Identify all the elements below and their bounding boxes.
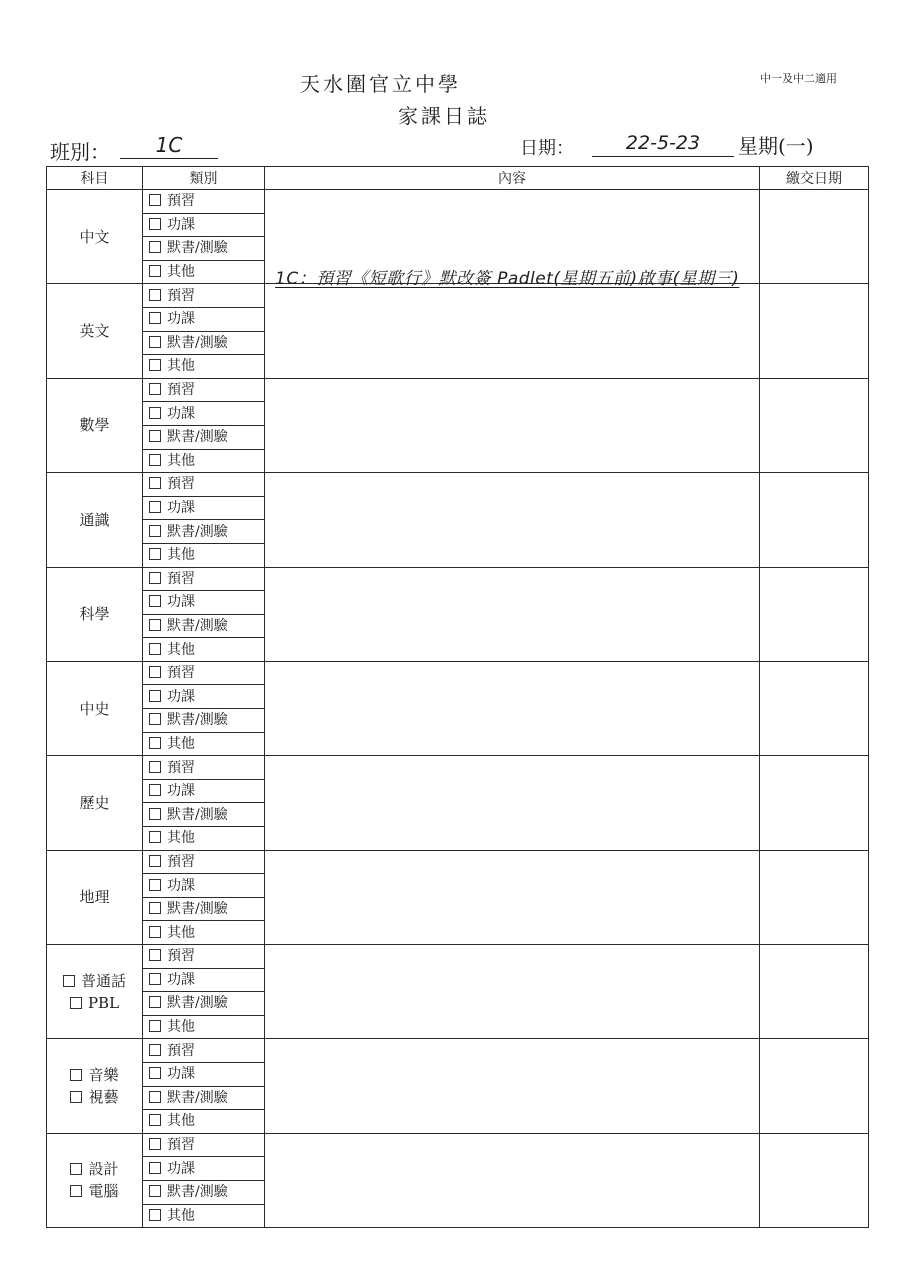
subject-name: 通識 — [79, 510, 110, 529]
category-option[interactable] — [143, 237, 265, 261]
subject-name: 中文 — [79, 227, 110, 246]
checkbox-icon[interactable] — [149, 879, 161, 891]
category-option[interactable] — [143, 1086, 265, 1110]
table-row — [47, 190, 869, 214]
checkbox-icon[interactable] — [149, 784, 161, 796]
category-label: 功課 — [167, 311, 195, 328]
due-date-cell[interactable] — [760, 1133, 869, 1227]
subject-name: 中史 — [79, 699, 110, 718]
category-option[interactable] — [143, 449, 265, 473]
subject-cell — [47, 567, 143, 661]
category-option[interactable] — [143, 543, 265, 567]
checkbox-icon[interactable] — [149, 572, 161, 584]
header-category: 類別 — [143, 167, 265, 190]
category-label: 功課 — [167, 405, 195, 422]
category-option[interactable] — [143, 827, 265, 851]
applicability-note: 中一及中二適用 — [760, 72, 837, 85]
category-option[interactable] — [143, 756, 265, 780]
checkbox-icon[interactable] — [149, 926, 161, 938]
subject-cell — [47, 378, 143, 472]
checkbox-icon[interactable] — [149, 359, 161, 371]
category-option[interactable] — [143, 874, 265, 898]
category-label: 默書/測驗 — [167, 429, 228, 446]
category-label: 其他 — [167, 641, 195, 658]
category-label: 功課 — [167, 216, 195, 233]
content-cell[interactable] — [265, 567, 760, 661]
checkbox-icon[interactable] — [149, 713, 161, 725]
content-cell[interactable] — [265, 473, 760, 567]
table-row — [47, 850, 869, 874]
category-option[interactable] — [143, 1180, 265, 1204]
checkbox-icon[interactable] — [70, 1163, 82, 1175]
checkbox-icon[interactable] — [149, 407, 161, 419]
subject-option-label: 設計 — [88, 1160, 119, 1179]
content-cell[interactable] — [265, 378, 760, 472]
subject-cell — [47, 756, 143, 850]
subject-cell — [47, 1039, 143, 1133]
table-row — [47, 756, 869, 780]
category-option[interactable] — [143, 779, 265, 803]
checkbox-icon[interactable] — [149, 477, 161, 489]
category-label: 功課 — [167, 1066, 195, 1083]
category-option[interactable] — [143, 945, 265, 969]
table-row — [47, 1039, 869, 1063]
content-cell[interactable] — [265, 190, 760, 290]
category-label: 功課 — [167, 783, 195, 800]
category-label: 功課 — [167, 1160, 195, 1177]
checkbox-icon[interactable] — [149, 1067, 161, 1079]
checkbox-icon[interactable] — [70, 1091, 82, 1103]
checkbox-icon[interactable] — [149, 241, 161, 253]
subject-option[interactable] — [47, 1158, 142, 1180]
category-option[interactable] — [143, 1133, 265, 1157]
category-option[interactable] — [143, 496, 265, 520]
content-cell[interactable] — [265, 1133, 760, 1227]
category-option[interactable] — [143, 992, 265, 1016]
checkbox-icon[interactable] — [149, 383, 161, 395]
weekday-label: 星期(一) — [738, 134, 814, 158]
subject-cell — [47, 1133, 143, 1227]
due-date-cell[interactable] — [760, 661, 869, 755]
category-label: 其他 — [167, 924, 195, 941]
checkbox-icon[interactable] — [70, 1185, 82, 1197]
content-cell[interactable] — [265, 661, 760, 755]
category-option[interactable] — [143, 921, 265, 945]
category-option[interactable] — [143, 897, 265, 921]
category-option[interactable] — [143, 661, 265, 685]
checkbox-icon[interactable] — [149, 312, 161, 324]
due-date-cell[interactable] — [760, 284, 869, 378]
category-option[interactable] — [143, 709, 265, 733]
table-row — [47, 473, 869, 497]
category-option[interactable] — [143, 520, 265, 544]
category-label: 其他 — [167, 735, 195, 752]
checkbox-icon[interactable] — [149, 194, 161, 206]
table-row — [47, 284, 869, 308]
checkbox-icon[interactable] — [149, 737, 161, 749]
category-option[interactable] — [143, 1039, 265, 1063]
category-label: 其他 — [167, 1113, 195, 1130]
subject-option-label: 電腦 — [88, 1182, 119, 1201]
category-label: 默書/測驗 — [167, 523, 228, 540]
checkbox-icon[interactable] — [149, 949, 161, 961]
category-option[interactable] — [143, 638, 265, 662]
content-cell[interactable] — [265, 850, 760, 944]
category-option[interactable] — [143, 567, 265, 591]
checkbox-icon[interactable] — [149, 831, 161, 843]
category-option[interactable] — [143, 190, 265, 214]
checkbox-icon[interactable] — [149, 289, 161, 301]
checkbox-icon[interactable] — [149, 1138, 161, 1150]
category-label: 其他 — [167, 830, 195, 847]
table-row — [47, 661, 869, 685]
category-label: 預習 — [167, 1042, 195, 1059]
category-option[interactable] — [143, 614, 265, 638]
date-label: 日期： — [520, 138, 574, 159]
checkbox-icon[interactable] — [149, 690, 161, 702]
date-field[interactable]: 22-5-23 — [592, 130, 734, 157]
subject-option[interactable] — [47, 992, 142, 1014]
header-due-date: 繳交日期 — [760, 167, 869, 190]
subject-option-label: PBL — [87, 993, 120, 1012]
checkbox-icon[interactable] — [149, 1091, 161, 1103]
category-label: 功課 — [167, 877, 195, 894]
subject-option[interactable] — [47, 1180, 142, 1202]
subject-option-label: 普通話 — [80, 971, 126, 990]
checkbox-icon[interactable] — [149, 808, 161, 820]
category-label: 預習 — [167, 382, 195, 399]
category-label: 預習 — [167, 570, 195, 587]
checkbox-icon[interactable] — [149, 855, 161, 867]
checkbox-icon[interactable] — [149, 973, 161, 985]
subject-name: 科學 — [79, 605, 110, 624]
content-cell[interactable] — [265, 1039, 760, 1133]
category-label: 功課 — [167, 971, 195, 988]
category-option[interactable] — [143, 378, 265, 402]
category-label: 預習 — [167, 1137, 195, 1154]
school-name: 天水圍官立中學 — [300, 72, 461, 96]
due-date-cell[interactable] — [760, 945, 869, 1039]
checkbox-icon[interactable] — [149, 1185, 161, 1197]
table-row — [47, 945, 869, 969]
checkbox-icon[interactable] — [149, 902, 161, 914]
subject-cell — [47, 473, 143, 567]
checkbox-icon[interactable] — [149, 336, 161, 348]
checkbox-icon[interactable] — [149, 548, 161, 560]
subject-name: 歷史 — [79, 793, 110, 812]
due-date-cell[interactable] — [760, 190, 869, 284]
checkbox-icon[interactable] — [149, 454, 161, 466]
category-label: 默書/測驗 — [167, 901, 228, 918]
subject-option[interactable] — [47, 970, 142, 992]
checkbox-icon[interactable] — [149, 1044, 161, 1056]
category-label: 其他 — [167, 452, 195, 469]
header-subject: 科目 — [47, 167, 143, 190]
due-date-cell[interactable] — [760, 1039, 869, 1133]
category-option[interactable] — [143, 1204, 265, 1228]
category-label: 其他 — [167, 358, 195, 375]
subject-cell — [47, 284, 143, 378]
category-label: 預習 — [167, 759, 195, 776]
checkbox-icon[interactable] — [149, 1020, 161, 1032]
due-date-cell[interactable] — [760, 473, 869, 567]
category-label: 默書/測驗 — [167, 1184, 228, 1201]
category-label: 默書/測驗 — [167, 806, 228, 823]
subject-cell — [47, 661, 143, 755]
category-label: 默書/測驗 — [167, 1089, 228, 1106]
due-date-cell[interactable] — [760, 378, 869, 472]
checkbox-icon[interactable] — [149, 525, 161, 537]
category-label: 預習 — [167, 853, 195, 870]
category-label: 功課 — [167, 594, 195, 611]
category-label: 默書/測驗 — [167, 617, 228, 634]
subject-cell — [47, 190, 143, 284]
category-option[interactable] — [143, 1110, 265, 1134]
category-option[interactable] — [143, 803, 265, 827]
checkbox-icon[interactable] — [149, 619, 161, 631]
category-label: 功課 — [167, 688, 195, 705]
subject-cell — [47, 945, 143, 1039]
checkbox-icon[interactable] — [149, 218, 161, 230]
checkbox-icon[interactable] — [70, 1069, 82, 1081]
table-body — [47, 190, 869, 1228]
category-label: 預習 — [167, 193, 195, 210]
category-option[interactable] — [143, 473, 265, 497]
category-option[interactable] — [143, 425, 265, 449]
checkbox-icon[interactable] — [149, 761, 161, 773]
category-label: 默書/測驗 — [167, 712, 228, 729]
homework-table — [46, 166, 869, 1228]
category-option[interactable] — [143, 685, 265, 709]
subject-option-label: 視藝 — [88, 1088, 119, 1107]
content-cell[interactable] — [265, 945, 760, 1039]
category-label: 其他 — [167, 1207, 195, 1224]
category-label: 預習 — [167, 665, 195, 682]
table-row — [47, 1133, 869, 1157]
category-label: 預習 — [167, 476, 195, 493]
category-option[interactable] — [143, 307, 265, 331]
category-option[interactable] — [143, 284, 265, 308]
category-option[interactable] — [143, 732, 265, 756]
category-option[interactable] — [143, 1062, 265, 1086]
subject-cell — [47, 850, 143, 944]
category-option[interactable] — [143, 591, 265, 615]
due-date-cell[interactable] — [760, 850, 869, 944]
table-header-row — [47, 167, 869, 190]
category-label: 預習 — [167, 287, 195, 304]
checkbox-icon[interactable] — [149, 1162, 161, 1174]
subject-name: 數學 — [79, 416, 110, 435]
subject-name: 英文 — [79, 322, 110, 341]
entry-text: 1C：預習《短歌行》默改簽 Padlet(星期五前)啟事(星期三) — [275, 269, 740, 290]
category-option[interactable] — [143, 850, 265, 874]
category-label: 其他 — [167, 264, 195, 281]
checkbox-icon[interactable] — [149, 501, 161, 513]
category-option[interactable] — [143, 331, 265, 355]
category-option[interactable] — [143, 355, 265, 379]
category-label: 其他 — [167, 547, 195, 564]
checkbox-icon[interactable] — [149, 643, 161, 655]
category-option[interactable] — [143, 260, 265, 284]
subject-name: 地理 — [79, 888, 110, 907]
category-label: 功課 — [167, 500, 195, 517]
checkbox-icon[interactable] — [63, 975, 75, 987]
category-option[interactable] — [143, 968, 265, 992]
table-row — [47, 567, 869, 591]
checkbox-icon[interactable] — [149, 1114, 161, 1126]
checkbox-icon[interactable] — [149, 666, 161, 678]
subject-option[interactable] — [47, 1064, 142, 1086]
checkbox-icon[interactable] — [149, 1209, 161, 1221]
subject-option[interactable] — [47, 1086, 142, 1108]
checkbox-icon[interactable] — [149, 430, 161, 442]
category-label: 默書/測驗 — [167, 995, 228, 1012]
checkbox-icon[interactable] — [149, 595, 161, 607]
checkbox-icon[interactable] — [149, 996, 161, 1008]
category-label: 其他 — [167, 1019, 195, 1036]
category-label: 預習 — [167, 948, 195, 965]
category-option[interactable] — [143, 402, 265, 426]
category-label: 默書/測驗 — [167, 334, 228, 351]
header-content: 內容 — [265, 167, 760, 190]
table-row — [47, 378, 869, 402]
category-option[interactable] — [143, 213, 265, 237]
category-label: 默書/測驗 — [167, 240, 228, 257]
checkbox-icon[interactable] — [70, 997, 82, 1009]
subject-option-label: 音樂 — [88, 1066, 119, 1085]
due-date-cell[interactable] — [760, 567, 869, 661]
category-option[interactable] — [143, 1015, 265, 1039]
checkbox-icon[interactable] — [149, 265, 161, 277]
form-title: 家課日誌 — [398, 104, 490, 128]
content-cell[interactable] — [265, 284, 760, 378]
content-cell[interactable] — [265, 756, 760, 850]
category-option[interactable] — [143, 1157, 265, 1181]
due-date-cell[interactable] — [760, 756, 869, 850]
class-field[interactable]: 1C — [120, 132, 218, 159]
class-label: 班別： — [50, 140, 110, 164]
